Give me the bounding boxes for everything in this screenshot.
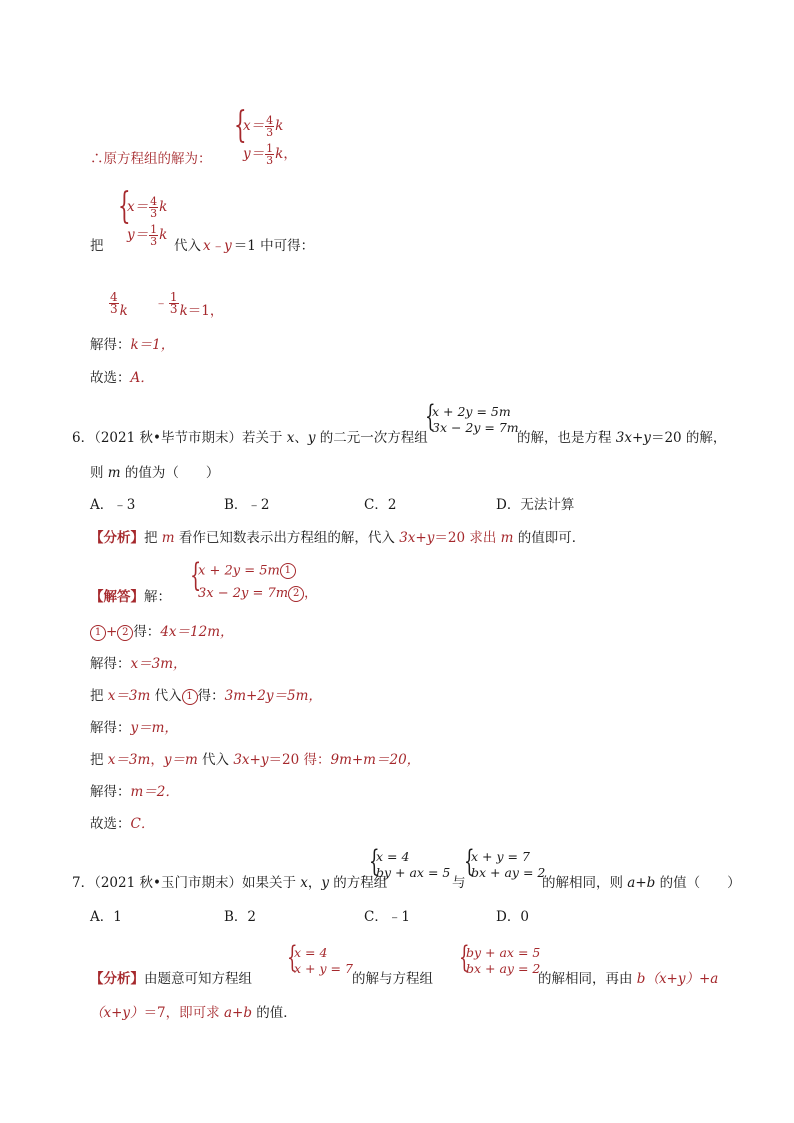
brace-icon: {	[464, 844, 475, 879]
brace-icon: {	[234, 105, 247, 146]
choice-line: 故选：A．	[90, 370, 154, 386]
solution-system-1	[234, 105, 314, 167]
q6-option-b[interactable]: B．﹣2	[224, 497, 270, 513]
solve-k-line: 解得：k＝1，	[90, 337, 175, 353]
q7-option-a[interactable]: A．1	[90, 909, 122, 925]
q7-analysis-tail: 的解相同，再由 b（x+y）+a	[538, 971, 719, 987]
q6-analysis: 【分析】把 m 看作已知数表示出方程组的解，代入 3x+y＝20 求出 m 的值即可．	[90, 530, 586, 546]
analysis-tag: 【分析】	[90, 530, 144, 546]
q6-stem-line2: 则 m 的值为（ ）	[90, 465, 220, 481]
q6-step4: 解得：y＝m，	[90, 720, 178, 736]
q7-analysis-system-2: { by + ax = 5 bx + ay = 2	[459, 940, 541, 976]
q6-step3: 把 x＝3m 代入 1 得：3m+2y＝5m，	[90, 688, 322, 704]
q6-option-c[interactable]: C．2	[364, 497, 397, 513]
q7-system-1: { x = 4 by + ax = 5	[369, 844, 451, 880]
q7-analysis-system-1: { x = 4 x + y = 7	[287, 940, 353, 976]
circled-1-icon: 1	[182, 689, 198, 705]
q6-system: { x + 2y = 5m 3x − 2y = 7m	[425, 399, 519, 435]
brace-icon: {	[425, 399, 436, 434]
q7-analysis: 【分析】由题意可知方程组	[90, 971, 252, 987]
q7-option-b[interactable]: B．2	[224, 909, 257, 925]
q7-analysis-line2: （x+y）＝7，即可求 a+b 的值．	[90, 1005, 297, 1021]
q6-option-d[interactable]: D．无法计算	[496, 497, 575, 513]
q6-step1: 1 + 2 得：4x＝12m，	[90, 623, 234, 641]
q6-answer-intro: 【解答】解：	[90, 589, 171, 605]
q6-step5: 把 x＝3m，y＝m 代入 3x+y＝20 得：9m+m＝20，	[90, 752, 421, 768]
circled-2-icon: 2	[288, 586, 304, 602]
brace-icon: {	[118, 186, 131, 227]
q7-option-c[interactable]: C．﹣1	[364, 909, 410, 925]
equation-line: $\frac{4}{3}$ k ﹣ $\frac{1}{3}$ k＝1，	[110, 290, 224, 319]
q7-system-2: { x + y = 7 bx + ay = 2	[464, 844, 546, 880]
substitute-line: 把	[90, 238, 104, 254]
q6-step7: 故选：C．	[90, 816, 155, 832]
circled-2-icon: 2	[117, 625, 133, 641]
system-row: x＝ $\frac{4}{3}$ k	[127, 195, 168, 220]
q7-stem: 7．（2021 秋•玉门市期末）如果关于 x，y 的方程组	[72, 875, 388, 891]
q6-option-a[interactable]: A．﹣3	[90, 497, 136, 513]
q6-stem: 6．（2021 秋•毕节市期末）若关于 x、y 的二元一次方程组	[72, 430, 428, 446]
q6-answer-system: { x + 2y = 5m 1 3x − 2y = 7m 2 ，	[190, 556, 318, 601]
q6-step6: 解得：m＝2．	[90, 784, 179, 800]
substitute-line-suffix: 代入 x﹣y ＝1 中可得：	[174, 238, 315, 254]
solution-system-2	[118, 186, 178, 248]
solution-prefix: ∴原方程组的解为：	[90, 151, 212, 167]
circled-1-icon: 1	[90, 625, 106, 641]
brace-icon: {	[190, 556, 202, 594]
q6-stem-tail: 的解，也是方程 3x+y＝20 的解，	[517, 430, 727, 446]
brace-icon: {	[459, 940, 470, 975]
analysis-tag: 【分析】	[90, 971, 144, 987]
solution-line-original-system	[90, 150, 212, 168]
system-row: x＝ $\frac{4}{3}$ k	[243, 114, 284, 139]
q7-stem-conn: 与	[452, 875, 466, 891]
q7-stem-tail: 的解相同，则 a+b 的值（ ）	[542, 875, 741, 891]
q6-step2: 解得：x＝3m，	[90, 656, 187, 672]
answer-tag: 【解答】	[90, 589, 144, 605]
q7-option-d[interactable]: D．0	[496, 909, 529, 925]
brace-icon: {	[369, 844, 380, 879]
brace-icon: {	[287, 940, 298, 975]
circled-1-icon: 1	[280, 563, 296, 579]
q7-analysis-mid: 的解与方程组	[352, 971, 433, 987]
system-row: y＝ $\frac{1}{3}$ k	[127, 223, 168, 248]
system-row: y＝ $\frac{1}{3}$ k，	[243, 142, 297, 167]
